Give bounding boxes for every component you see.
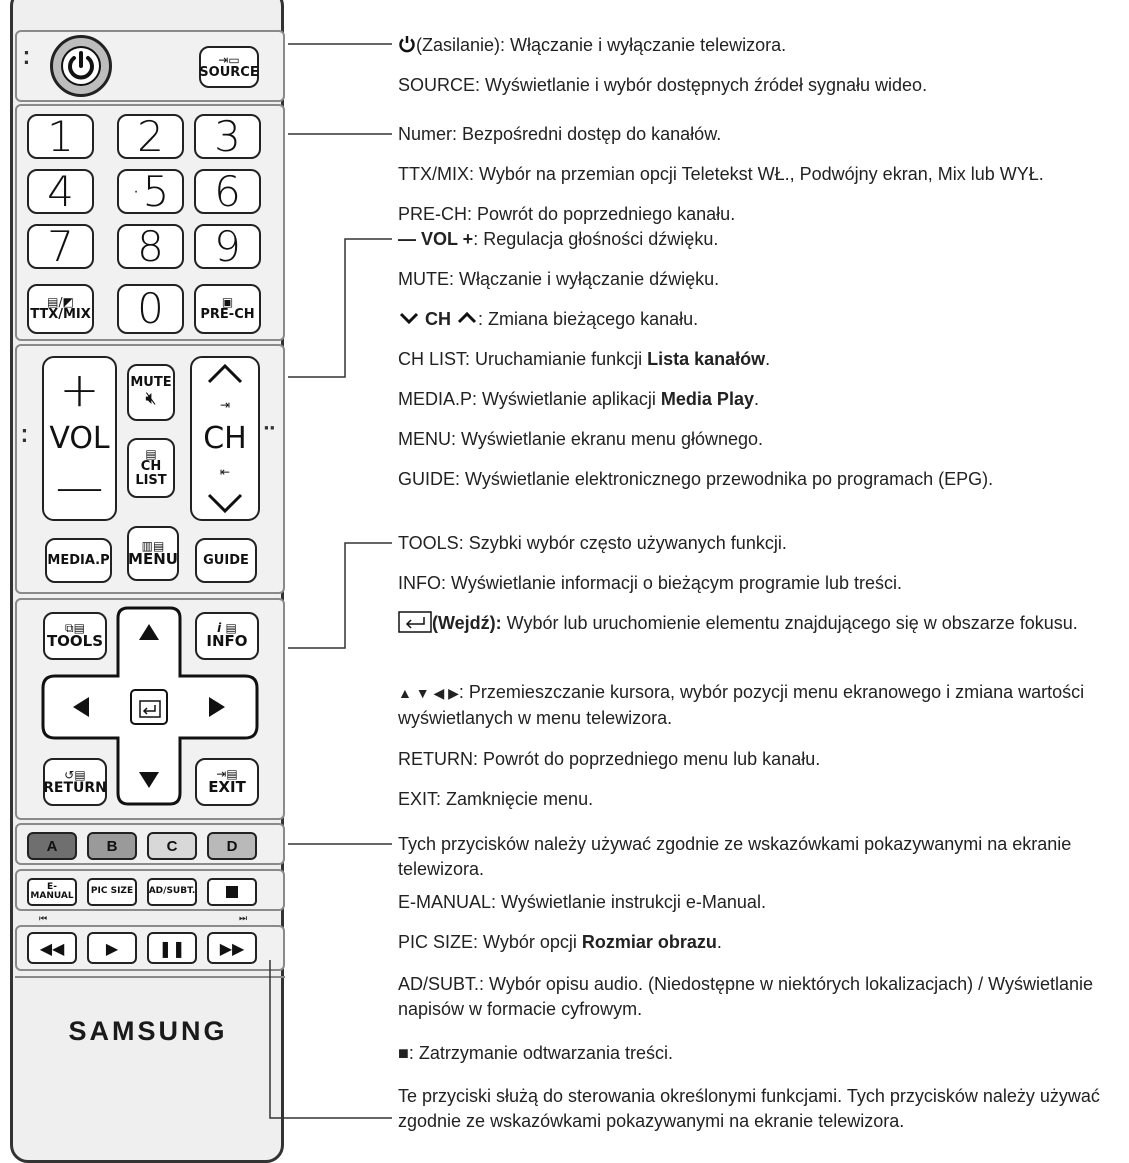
ch-list-label-2: LIST — [135, 473, 167, 488]
color-button-b[interactable]: B — [87, 832, 137, 860]
prech-text: : Powrót do poprzedniego kanału. — [467, 204, 736, 224]
number-9-label: 9 — [214, 221, 241, 271]
dots-marker: ⁚ — [23, 48, 29, 69]
mediap-key: MEDIA.P — [398, 389, 473, 409]
e-manual-label: E-MANUAL — [30, 881, 74, 901]
picsize-text: : Wybór opcji — [473, 932, 582, 952]
brand-logo: SAMSUNG — [68, 1016, 228, 1046]
menu-text: : Wyświetlanie ekranu menu głównego. — [451, 429, 764, 449]
ch-list-icon: ▤ — [145, 447, 157, 462]
pause-icon: ❚❚ — [158, 938, 186, 958]
return-description — [398, 747, 820, 772]
mediap-description: MEDIA.P: Wyświetlanie aplikacji Media Play. — [398, 389, 759, 409]
info-text: : Wyświetlanie informacji o bieżącym programie lub treści. — [441, 573, 902, 593]
pre-ch-icon: ▣ — [221, 295, 234, 310]
tools-key: TOOLS — [398, 533, 459, 553]
volume-label: VOL — [49, 420, 110, 456]
ttx-key: TTX/MIX — [398, 164, 469, 184]
teletext-icon: ▤/◩ — [47, 295, 74, 310]
ttx-text: : Wybór na przemian opcji Teletekst WŁ., Podwójny ekran, Mix lub WYŁ. — [469, 164, 1044, 184]
mute-description — [398, 267, 719, 292]
ch-list-label-1: CH — [140, 459, 162, 475]
mute-text: : Włączanie i wyłączanie dźwięku. — [449, 269, 720, 289]
emanual-text: : Wyświetlanie instrukcji e-Manual. — [491, 892, 766, 912]
ttx-description — [398, 162, 1044, 187]
mediap-bold: Media Play — [660, 389, 754, 409]
guide-key: GUIDE — [398, 469, 456, 489]
menu-label: MENU — [128, 549, 178, 568]
color-button-c[interactable]: C — [147, 832, 197, 860]
power-icon-small — [398, 35, 416, 53]
play-icon: ▶ — [105, 938, 119, 958]
chevron-up-icon — [456, 311, 478, 325]
volume-down-icon: — — [55, 459, 104, 515]
number-6-label: 6 — [214, 166, 241, 216]
number-7-label: 7 — [47, 221, 74, 271]
number-2-label: 2 — [137, 111, 164, 161]
prech-key: PRE-CH — [398, 204, 468, 224]
number-3-label: 3 — [214, 111, 241, 161]
ch-description — [398, 307, 698, 332]
rewind-icon: ◀◀ — [39, 938, 65, 958]
guide-text: : Wyświetlanie elektronicznego przewodnika po programach (EPG). — [455, 469, 994, 489]
exit-text: : Zamknięcie menu. — [436, 789, 594, 809]
guide-description — [398, 467, 993, 492]
media-p-label: MEDIA.P — [47, 552, 110, 568]
mute-icon: 🔇︎ — [145, 387, 157, 409]
channel-label: CH — [203, 420, 247, 456]
info-label: INFO — [206, 632, 248, 651]
arrow-keys-icon: ▲ ▼ ◀ ▶ — [398, 685, 459, 701]
tactile-dot: · — [131, 174, 141, 208]
ttx-mix-label: TTX/MIX — [30, 307, 91, 323]
adsubt-key: AD/SUBT. — [398, 974, 480, 994]
exit-label: EXIT — [208, 778, 246, 797]
tools-text: : Szybki wybór często używanych funkcji. — [458, 533, 787, 553]
source-text: : Wyświetlanie i wybór dostępnych źródeł sygnału wideo. — [475, 75, 928, 95]
dots-marker-left: ⁚ — [21, 426, 27, 447]
next-icon: ⇥ — [219, 397, 231, 412]
return-key: RETURN — [398, 749, 473, 769]
ch-text: : Zmiana bieżącego kanału. — [478, 309, 699, 329]
adsubt-description — [398, 972, 1098, 1022]
pre-ch-label: PRE-CH — [200, 307, 255, 323]
number-5-label: 5 — [142, 166, 170, 216]
playback-description: Te przyciski służą do sterowania określonymi funkcjami. Tych przycisków należy używać zgodnie ze wskazówkami pokazywanymi na ekranie telewizora. — [398, 1086, 1100, 1131]
volume-up-icon: + — [59, 362, 100, 418]
vol-text: : Regulacja głośności dźwięku. — [473, 229, 719, 249]
power-description — [398, 33, 786, 58]
picsize-bold: Rozmiar obrazu — [581, 932, 717, 952]
ad-subt-label: AD/SUBT. — [148, 886, 196, 897]
stop-icon-small: ■ — [398, 1043, 409, 1063]
return-icon: ↺▤ — [64, 767, 86, 782]
exit-icon: ⇥▤ — [216, 767, 238, 782]
return-text: : Powrót do poprzedniego menu lub kanału. — [473, 749, 821, 769]
menu-key: MENU — [398, 429, 451, 449]
number-key: Numer — [398, 124, 453, 144]
source-label: SOURCE — [199, 65, 259, 81]
emanual-key: E-MANUAL — [398, 892, 492, 912]
power-title: (Zasilanie) — [416, 35, 501, 55]
enter-description — [398, 611, 1126, 636]
skip-back-icon: ⏮ — [39, 914, 48, 924]
menu-icon: ▥▤ — [141, 538, 165, 553]
mute-key: MUTE — [398, 269, 449, 289]
tools-icon: ⧉▤ — [65, 621, 85, 636]
source-description — [398, 73, 927, 98]
number-8-label: 8 — [137, 221, 164, 271]
tools-label: TOOLS — [46, 632, 104, 651]
number-text: : Bezpośredni dostęp do kanałów. — [452, 124, 722, 144]
enter-text: Wybór lub uruchomienie elementu znajdującego się w obszarze fokusu. — [501, 613, 1078, 633]
ch-key: CH — [425, 309, 452, 329]
dots-marker-right: ·· — [263, 418, 275, 439]
chlist-text: : Uruchamianie funkcji — [465, 349, 648, 369]
source-icon: ⇥▭ — [218, 53, 240, 68]
info-key: INFO — [398, 573, 441, 593]
enter-title: (Wejdź): — [432, 613, 502, 633]
mediap-text: : Wyświetlanie aplikacji — [472, 389, 661, 409]
arrows-description — [398, 680, 1126, 731]
tools-description — [398, 531, 787, 556]
number-1-label: 1 — [47, 111, 74, 161]
chlist-bold: Lista kanałów — [647, 349, 766, 369]
mute-label: MUTE — [130, 375, 172, 391]
exit-description — [398, 787, 593, 812]
vol-description — [398, 227, 718, 252]
color-button-a[interactable]: A — [27, 832, 77, 860]
color-button-d[interactable]: D — [207, 832, 257, 860]
stop-text: : Zatrzymanie odtwarzania treści. — [408, 1043, 673, 1063]
adsubt-text: : Wybór opisu audio. (Niedostępne w niektórych lokalizacjach) / Wyświetlanie napisów w formacie cyfrowym. — [398, 974, 1093, 1019]
number-description — [398, 122, 721, 147]
picsize-key: PIC SIZE — [398, 932, 474, 952]
picsize-description: PIC SIZE: Wybór opcji Rozmiar obrazu. — [398, 932, 722, 952]
arrows-text: : Przemieszczanie kursora, wybór pozycji menu ekranowego i zmiana wartości wyświetlanych w menu telewizora. — [398, 682, 1085, 728]
menu-description — [398, 427, 763, 452]
pic-size-label: PIC SIZE — [90, 886, 134, 897]
skip-forward-icon: ⏭ — [239, 914, 248, 924]
stop-description — [398, 1041, 673, 1066]
prech-description — [398, 202, 735, 227]
chlist-key: CH LIST — [398, 349, 466, 369]
number-4-label: 4 — [47, 166, 74, 216]
chevron-down-icon — [398, 311, 420, 325]
previous-icon: ⇤ — [219, 465, 231, 480]
info-icon: i ▤ — [217, 621, 237, 636]
color-description: Tych przycisków należy używać zgodnie ze wskazówkami pokazywanymi na ekranie telewizora. — [398, 834, 1072, 879]
guide-label: GUIDE — [203, 552, 249, 568]
info-description — [398, 571, 902, 596]
return-label: RETURN — [43, 779, 107, 796]
chlist-description: CH LIST: Uruchamianie funkcji Lista kanałów. — [398, 349, 771, 369]
fast-forward-icon: ▶▶ — [219, 938, 245, 958]
emanual-description — [398, 890, 766, 915]
vol-key: — VOL + — [398, 229, 474, 249]
power-text: : Włączanie i wyłączanie telewizora. — [500, 35, 787, 55]
exit-key: EXIT — [398, 789, 437, 809]
number-0-label: 0 — [137, 284, 164, 333]
source-key: SOURCE — [398, 75, 476, 95]
enter-icon-small — [398, 611, 432, 633]
